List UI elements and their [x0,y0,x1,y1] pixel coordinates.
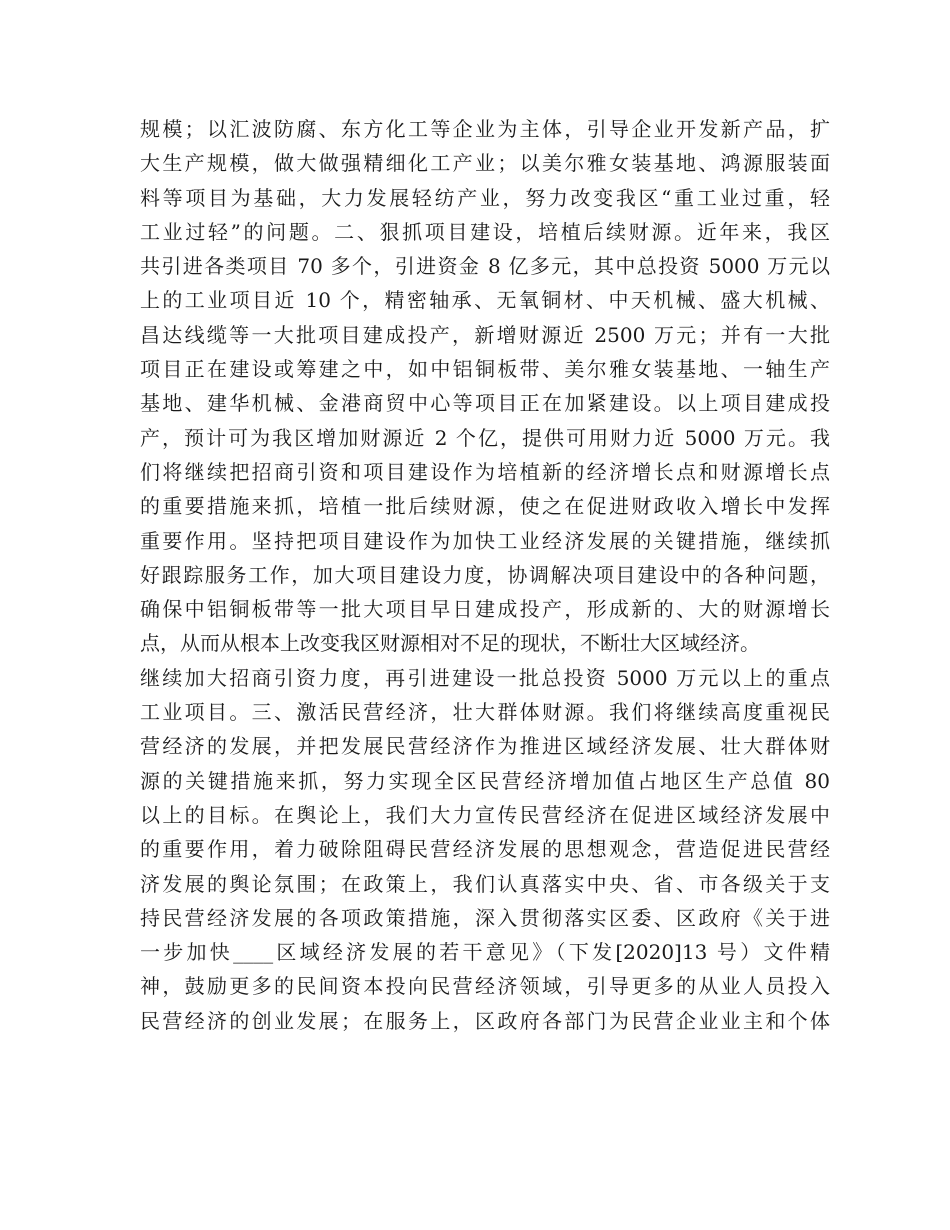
body-text [140,112,830,1038]
text-line: 继续加大招商引资力度，再引进建设一批总投资 5000 万元以上的重点 [140,665,830,690]
text-line: 济发展的舆论氛围；在政策上，我们认真落实中央、省、市各级关于支 [140,871,830,896]
text-line: 持民营经济发展的各项政策措施，深入贯彻落实区委、区政府《关于进 [140,905,830,930]
text-line: 规模；以汇波防腐、东方化工等企业为主体，引导企业开发新产品，扩 [140,117,830,141]
text-line: 的重要措施来抓，培植一批后续财源，使之在促进财政收入增长中发挥 [140,494,830,519]
text-line: 工业项目。三、激活民营经济，壮大群体财源。我们将继续高度重视民 [140,700,830,725]
text-line: 点，从而从根本上改变我区财源相对不足的现状，不断壮大区域经济。 [140,631,760,656]
text-line: 项目正在建设或筹建之中，如中铝铜板带、美尔雅女装基地、一轴生产 [140,357,830,382]
text-line: 共引进各类项目 70 多个，引进资金 8 亿多元，其中总投资 5000 万元以 [140,254,830,279]
text-line: 上的工业项目近 10 个，精密轴承、无氧铜材、中天机械、盛大机械、 [140,288,830,313]
text-line: 的重要作用，着力破除阻碍民营经济发展的思想观念，营造促进民营经 [140,837,830,862]
text-line: 工业过轻”的问题。二、狠抓项目建设，培植后续财源。近年来，我区 [140,219,830,244]
text-line: 确保中铝铜板带等一批大项目早日建成投产，形成新的、大的财源增长 [140,597,830,622]
text-line: 重要作用。坚持把项目建设作为加快工业经济发展的关键措施，继续抓 [140,528,830,553]
text-line: 产，预计可为我区增加财源近 2 个亿，提供可用财力近 5000 万元。我 [140,425,830,450]
text-line: 昌达线缆等一大批项目建成投产，新增财源近 2500 万元；并有一大批 [140,322,830,347]
text-line: 们将继续把招商引资和项目建设作为培植新的经济增长点和财源增长点 [140,459,830,484]
text-line: 以上的目标。在舆论上，我们大力宣传民营经济在促进区域经济发展中 [140,802,830,827]
text-line: 好跟踪服务工作，加大项目建设力度，协调解决项目建设中的各种问题， [140,562,830,587]
text-line: 大生产规模，做大做强精细化工产业；以美尔雅女装基地、鸿源服装面 [140,151,830,176]
text-line: 营经济的发展，并把发展民营经济作为推进区域经济发展、壮大群体财 [140,734,830,759]
text-line: 神，鼓励更多的民间资本投向民营经济领域，引导更多的从业人员投入 [140,974,830,999]
text-line: 基地、建华机械、金港商贸中心等项目正在加紧建设。以上项目建成投 [140,391,830,416]
text-line: 料等项目为基础，大力发展轻纺产业，努力改变我区“重工业过重，轻 [140,185,830,210]
text-line: 源的关键措施来抓，努力实现全区民营经济增加值占地区生产总值 80 [140,768,830,793]
text-line: 一步加快____区域经济发展的若干意见》（下发[2020]13 号）文件精 [140,940,830,965]
text-line: 民营经济的创业发展；在服务上，区政府各部门为民营企业业主和个体 [140,1008,830,1033]
